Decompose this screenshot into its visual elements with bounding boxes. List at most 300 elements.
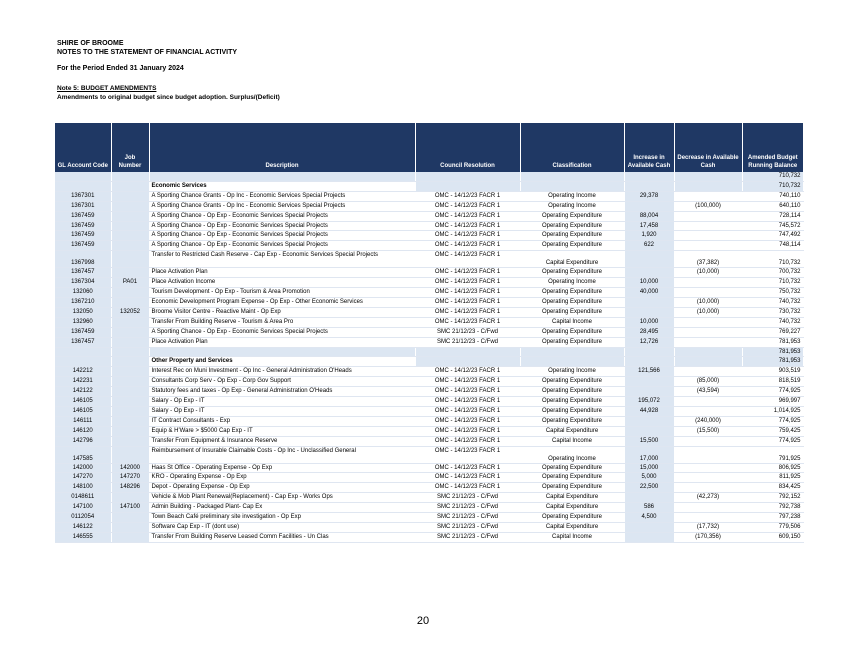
description-cell: A Sporting Chance - Op Exp - Economic Services Special Projects <box>149 211 415 221</box>
gl-code-cell: 1367459 <box>55 231 111 241</box>
decrease-cell <box>674 406 742 416</box>
decrease-cell: (170,356) <box>674 532 742 542</box>
balance-cell: 774,925 <box>742 416 803 426</box>
decrease-cell: (10,000) <box>674 297 742 307</box>
table-row <box>55 436 803 446</box>
table-row <box>55 503 803 513</box>
classification-cell <box>520 357 624 367</box>
table-header-row <box>55 123 803 172</box>
job-number-cell <box>111 288 149 298</box>
job-number-cell <box>111 221 149 231</box>
col-increase-cash: Increase in Available Cash <box>624 123 674 172</box>
gl-code-cell: 1367459 <box>55 327 111 337</box>
job-number-cell <box>111 436 149 446</box>
classification-cell <box>520 181 624 191</box>
description-cell: A Sporting Chance Grants - Op Inc - Economic Services Special Projects <box>149 201 415 211</box>
table-row <box>55 297 803 307</box>
classification-cell: Operating Income <box>520 446 624 463</box>
job-number-cell <box>111 317 149 327</box>
increase-cell <box>624 493 674 503</box>
gl-code-cell: 1367459 <box>55 241 111 251</box>
classification-cell: Capital Income <box>520 532 624 542</box>
gl-code-cell: 1367210 <box>55 297 111 307</box>
decrease-cell <box>674 513 742 523</box>
gl-code-cell: 142796 <box>55 436 111 446</box>
gl-code-cell <box>55 347 111 357</box>
budget-amendments-table <box>55 123 804 543</box>
gl-code-cell: 1367459 <box>55 221 111 231</box>
decrease-cell <box>674 436 742 446</box>
increase-cell: 586 <box>624 503 674 513</box>
resolution-cell: SMC 21/12/23 - C/Fwd <box>415 337 520 347</box>
balance-cell: 745,572 <box>742 221 803 231</box>
decrease-cell: (43,594) <box>674 387 742 397</box>
increase-cell <box>624 172 674 181</box>
decrease-cell: (17,732) <box>674 523 742 533</box>
decrease-cell <box>674 181 742 191</box>
resolution-cell: SMC 21/12/23 - C/Fwd <box>415 493 520 503</box>
description-cell: A Sporting Chance - Op Exp - Economic Services Special Projects <box>149 241 415 251</box>
decrease-cell <box>674 288 742 298</box>
resolution-cell: OMC - 14/12/23 FACR 1 <box>415 483 520 493</box>
report-period: For the Period Ended 31 January 2024 <box>57 65 184 72</box>
resolution-cell: OMC - 14/12/23 FACR 1 <box>415 446 520 463</box>
gl-code-cell: 132060 <box>55 288 111 298</box>
increase-cell: 1,920 <box>624 231 674 241</box>
increase-cell: 12,726 <box>624 337 674 347</box>
increase-cell: 88,004 <box>624 211 674 221</box>
gl-code-cell: 1367301 <box>55 191 111 201</box>
decrease-cell <box>674 483 742 493</box>
description-cell: Software Cap Exp - IT (dont use) <box>149 523 415 533</box>
description-cell: Other Property and Services <box>149 357 415 367</box>
increase-cell <box>624 377 674 387</box>
decrease-cell <box>674 278 742 288</box>
gl-code-cell: 146111 <box>55 416 111 426</box>
increase-cell: 15,000 <box>624 463 674 473</box>
balance-cell: 640,110 <box>742 201 803 211</box>
subtotal-row <box>55 347 803 357</box>
balance-cell: 774,925 <box>742 387 803 397</box>
balance-cell: 728,114 <box>742 211 803 221</box>
col-running-balance: Amended Budget Running Balance <box>742 123 803 172</box>
classification-cell: Operating Income <box>520 201 624 211</box>
classification-cell: Operating Expenditure <box>520 221 624 231</box>
decrease-cell <box>674 337 742 347</box>
gl-code-cell <box>55 357 111 367</box>
description-cell: A Sporting Chance Grants - Op Inc - Economic Services Special Projects <box>149 191 415 201</box>
classification-cell: Capital Expenditure <box>520 493 624 503</box>
table-row <box>55 251 803 268</box>
increase-cell: 17,000 <box>624 446 674 463</box>
decrease-cell: (10,000) <box>674 307 742 317</box>
table-row <box>55 473 803 483</box>
description-cell: A Sporting Chance - Op Exp - Economic Services Special Projects <box>149 231 415 241</box>
balance-cell: 834,425 <box>742 483 803 493</box>
classification-cell: Operating Expenditure <box>520 268 624 278</box>
description-cell: Salary - Op Exp - IT <box>149 397 415 407</box>
classification-cell: Operating Expenditure <box>520 483 624 493</box>
classification-cell: Operating Expenditure <box>520 337 624 347</box>
description-cell: Transfer to Restricted Cash Reserve - Cap Exp - Economic Services Special Projects <box>149 251 415 268</box>
decrease-cell: (10,000) <box>674 268 742 278</box>
resolution-cell: OMC - 14/12/23 FACR 1 <box>415 387 520 397</box>
classification-cell: Capital Income <box>520 317 624 327</box>
resolution-cell: SMC 21/12/23 - C/Fwd <box>415 513 520 523</box>
gl-code-cell: 1367457 <box>55 268 111 278</box>
decrease-cell <box>674 327 742 337</box>
description-cell: Transfer From Equipment & Insurance Reserve <box>149 436 415 446</box>
table-row <box>55 426 803 436</box>
decrease-cell <box>674 191 742 201</box>
table-row <box>55 317 803 327</box>
decrease-cell <box>674 463 742 473</box>
decrease-cell: (240,000) <box>674 416 742 426</box>
gl-code-cell: 148100 <box>55 483 111 493</box>
table-row <box>55 268 803 278</box>
org-name-text: SHIRE OF BROOME <box>57 40 124 47</box>
table-row <box>55 327 803 337</box>
gl-code-cell: 1367301 <box>55 201 111 211</box>
col-job-number: Job Number <box>111 123 149 172</box>
decrease-cell <box>674 241 742 251</box>
decrease-cell: (100,000) <box>674 201 742 211</box>
gl-code-cell: 142231 <box>55 377 111 387</box>
description-cell: Transfer From Building Reserve Leased Comm Facilities - Un Clas <box>149 532 415 542</box>
table-row <box>55 221 803 231</box>
table-row <box>55 231 803 241</box>
note-subheading: Amendments to original budget since budget adoption. Surplus/(Deficit) <box>57 94 280 101</box>
description-cell: Reimbursement of Insurable Claimable Costs - Op Inc - Unclassified General <box>149 446 415 463</box>
job-number-cell: 142000 <box>111 463 149 473</box>
gl-code-cell: 132050 <box>55 307 111 317</box>
job-number-cell <box>111 201 149 211</box>
resolution-cell <box>415 357 520 367</box>
job-number-cell <box>111 406 149 416</box>
classification-cell: Operating Expenditure <box>520 397 624 407</box>
resolution-cell: OMC - 14/12/23 FACR 1 <box>415 317 520 327</box>
description-cell: Haas St Office - Operating Expense - Op Exp <box>149 463 415 473</box>
classification-cell: Operating Expenditure <box>520 327 624 337</box>
section-row <box>55 181 803 191</box>
decrease-cell <box>674 317 742 327</box>
description-cell <box>149 347 415 357</box>
description-cell: Transfer From Building Reserve - Tourism & Area Pro <box>149 317 415 327</box>
job-number-cell <box>111 426 149 436</box>
col-council-resolution: Council Resolution <box>415 123 520 172</box>
gl-code-cell: 0112054 <box>55 513 111 523</box>
classification-cell: Operating Expenditure <box>520 288 624 298</box>
table-row <box>55 493 803 503</box>
gl-code-cell: 132960 <box>55 317 111 327</box>
gl-code-cell: 146105 <box>55 406 111 416</box>
table-row <box>55 288 803 298</box>
resolution-cell: OMC - 14/12/23 FACR 1 <box>415 426 520 436</box>
balance-cell: 792,152 <box>742 493 803 503</box>
increase-cell: 44,928 <box>624 406 674 416</box>
table-row <box>55 201 803 211</box>
increase-cell <box>624 181 674 191</box>
description-cell: Admin Building - Packaged Plant- Cap Ex <box>149 503 415 513</box>
balance-cell: 700,732 <box>742 268 803 278</box>
resolution-cell: SMC 21/12/23 - C/Fwd <box>415 327 520 337</box>
resolution-cell: SMC 21/12/23 - C/Fwd <box>415 532 520 542</box>
classification-cell: Operating Expenditure <box>520 377 624 387</box>
balance-cell: 748,114 <box>742 241 803 251</box>
decrease-cell <box>674 357 742 367</box>
increase-cell <box>624 297 674 307</box>
classification-cell: Operating Expenditure <box>520 297 624 307</box>
job-number-cell <box>111 327 149 337</box>
increase-cell <box>624 251 674 268</box>
increase-cell <box>624 523 674 533</box>
description-cell: Place Activation Plan <box>149 337 415 347</box>
classification-cell: Operating Expenditure <box>520 241 624 251</box>
resolution-cell <box>415 181 520 191</box>
table-row <box>55 387 803 397</box>
balance-cell: 806,925 <box>742 463 803 473</box>
resolution-cell: SMC 21/12/23 - C/Fwd <box>415 503 520 513</box>
balance-cell: 792,738 <box>742 503 803 513</box>
classification-cell: Operating Expenditure <box>520 387 624 397</box>
resolution-cell: OMC - 14/12/23 FACR 1 <box>415 241 520 251</box>
classification-cell: Capital Income <box>520 436 624 446</box>
job-number-cell <box>111 446 149 463</box>
table-row <box>55 446 803 463</box>
description-cell: Place Activation Income <box>149 278 415 288</box>
resolution-cell: OMC - 14/12/23 FACR 1 <box>415 416 520 426</box>
job-number-cell <box>111 347 149 357</box>
resolution-cell: OMC - 14/12/23 FACR 1 <box>415 268 520 278</box>
resolution-cell: OMC - 14/12/23 FACR 1 <box>415 377 520 387</box>
gl-code-cell: 146120 <box>55 426 111 436</box>
decrease-cell <box>674 211 742 221</box>
decrease-cell: (42,273) <box>674 493 742 503</box>
table-row <box>55 278 803 288</box>
table-row <box>55 307 803 317</box>
description-cell: Economic Services <box>149 181 415 191</box>
increase-cell: 5,000 <box>624 473 674 483</box>
job-number-cell <box>111 211 149 221</box>
classification-cell: Operating Expenditure <box>520 473 624 483</box>
balance-cell: 969,997 <box>742 397 803 407</box>
description-cell: Salary - Op Exp - IT <box>149 406 415 416</box>
increase-cell <box>624 532 674 542</box>
balance-cell: 710,732 <box>742 172 803 181</box>
description-cell: KRO - Operating Expense - Op Exp <box>149 473 415 483</box>
resolution-cell: OMC - 14/12/23 FACR 1 <box>415 288 520 298</box>
resolution-cell: OMC - 14/12/23 FACR 1 <box>415 463 520 473</box>
resolution-cell: OMC - 14/12/23 FACR 1 <box>415 211 520 221</box>
table-body <box>55 172 803 542</box>
job-number-cell: 132052 <box>111 307 149 317</box>
resolution-cell: OMC - 14/12/23 FACR 1 <box>415 251 520 268</box>
table-row <box>55 513 803 523</box>
description-cell: Tourism Development - Op Exp - Tourism & Area Promotion <box>149 288 415 298</box>
balance-cell: 781,953 <box>742 337 803 347</box>
description-cell: Place Activation Plan <box>149 268 415 278</box>
resolution-cell: OMC - 14/12/23 FACR 1 <box>415 367 520 377</box>
report-title: NOTES TO THE STATEMENT OF FINANCIAL ACTIVITY <box>57 49 238 56</box>
description-cell: Vehicle & Mob Plant Renewal(Replacement) - Cap Exp - Works Ops <box>149 493 415 503</box>
table-row <box>55 191 803 201</box>
table-row <box>55 532 803 542</box>
increase-cell: 40,000 <box>624 288 674 298</box>
description-cell: Statutory fees and taxes - Op Exp - General Administration O'Heads <box>149 387 415 397</box>
increase-cell <box>624 307 674 317</box>
increase-cell <box>624 357 674 367</box>
description-cell: A Sporting Chance - Op Exp - Economic Services Special Projects <box>149 327 415 337</box>
resolution-cell: OMC - 14/12/23 FACR 1 <box>415 473 520 483</box>
col-decrease-cash: Decrease in Available Cash <box>674 123 742 172</box>
increase-cell: 17,458 <box>624 221 674 231</box>
decrease-cell <box>674 503 742 513</box>
increase-cell: 195,072 <box>624 397 674 407</box>
gl-code-cell: 1367304 <box>55 278 111 288</box>
increase-cell: 4,500 <box>624 513 674 523</box>
decrease-cell: (37,382) <box>674 251 742 268</box>
note-heading: Note 5: BUDGET AMENDMENTS <box>57 85 157 92</box>
balance-cell: 779,506 <box>742 523 803 533</box>
resolution-cell: OMC - 14/12/23 FACR 1 <box>415 297 520 307</box>
job-number-cell: 148296 <box>111 483 149 493</box>
resolution-cell: OMC - 14/12/23 FACR 1 <box>415 201 520 211</box>
balance-cell: 811,925 <box>742 473 803 483</box>
job-number-cell <box>111 181 149 191</box>
gl-code-cell: 1367998 <box>55 251 111 268</box>
table-row <box>55 241 803 251</box>
resolution-cell: OMC - 14/12/23 FACR 1 <box>415 397 520 407</box>
decrease-cell <box>674 172 742 181</box>
increase-cell: 10,000 <box>624 278 674 288</box>
resolution-cell <box>415 172 520 181</box>
balance-cell: 903,519 <box>742 367 803 377</box>
org-name <box>57 39 237 57</box>
description-cell: IT Contract Consultants - Exp <box>149 416 415 426</box>
balance-cell: 791,925 <box>742 446 803 463</box>
job-number-cell: 147100 <box>111 503 149 513</box>
balance-cell: 710,732 <box>742 278 803 288</box>
balance-cell: 1,014,925 <box>742 406 803 416</box>
classification-cell: Operating Expenditure <box>520 231 624 241</box>
increase-cell: 28,495 <box>624 327 674 337</box>
gl-code-cell: 146555 <box>55 532 111 542</box>
description-cell: Consultants Corp Serv - Op Exp - Corp Gov Support <box>149 377 415 387</box>
gl-code-cell <box>55 181 111 191</box>
classification-cell: Operating Income <box>520 191 624 201</box>
gl-code-cell: 146105 <box>55 397 111 407</box>
classification-cell: Operating Income <box>520 278 624 288</box>
decrease-cell: (85,000) <box>674 377 742 387</box>
gl-code-cell: 146122 <box>55 523 111 533</box>
section-row <box>55 357 803 367</box>
resolution-cell: OMC - 14/12/23 FACR 1 <box>415 231 520 241</box>
balance-cell: 740,732 <box>742 317 803 327</box>
description-cell: Broome Visitor Centre - Reactive Maint - Op Exp <box>149 307 415 317</box>
description-cell: Economic Development Program Expense - Op Exp - Other Economic Services <box>149 297 415 307</box>
table-row <box>55 463 803 473</box>
resolution-cell: OMC - 14/12/23 FACR 1 <box>415 191 520 201</box>
gl-code-cell <box>55 172 111 181</box>
job-number-cell <box>111 172 149 181</box>
job-number-cell <box>111 416 149 426</box>
decrease-cell <box>674 473 742 483</box>
balance-cell: 740,732 <box>742 297 803 307</box>
gl-code-cell: 142000 <box>55 463 111 473</box>
classification-cell: Capital Expenditure <box>520 426 624 436</box>
table-row <box>55 416 803 426</box>
gl-code-cell: 142122 <box>55 387 111 397</box>
balance-cell: 747,492 <box>742 231 803 241</box>
job-number-cell <box>111 397 149 407</box>
table-row <box>55 367 803 377</box>
col-description: Description <box>149 123 415 172</box>
job-number-cell <box>111 191 149 201</box>
job-number-cell <box>111 241 149 251</box>
classification-cell: Capital Expenditure <box>520 251 624 268</box>
resolution-cell: OMC - 14/12/23 FACR 1 <box>415 307 520 317</box>
job-number-cell: PA01 <box>111 278 149 288</box>
increase-cell: 22,500 <box>624 483 674 493</box>
job-number-cell <box>111 493 149 503</box>
job-number-cell <box>111 231 149 241</box>
col-gl-account-code: GL Account Code <box>55 123 111 172</box>
job-number-cell <box>111 268 149 278</box>
description-cell: Depot - Operating Expense - Op Exp <box>149 483 415 493</box>
description-cell: Interest Rec on Muni Investment - Op Inc - General Administration O'Heads <box>149 367 415 377</box>
gl-code-cell: 0148611 <box>55 493 111 503</box>
increase-cell: 10,000 <box>624 317 674 327</box>
balance-cell: 769,227 <box>742 327 803 337</box>
decrease-cell <box>674 347 742 357</box>
job-number-cell: 147270 <box>111 473 149 483</box>
job-number-cell <box>111 513 149 523</box>
classification-cell: Capital Expenditure <box>520 503 624 513</box>
balance-cell: 710,732 <box>742 181 803 191</box>
classification-cell: Operating Expenditure <box>520 307 624 317</box>
col-classification: Classification <box>520 123 624 172</box>
description-cell: Town Beach Café preliminary site investigation - Op Exp <box>149 513 415 523</box>
table-row <box>55 337 803 347</box>
balance-cell: 759,425 <box>742 426 803 436</box>
resolution-cell: OMC - 14/12/23 FACR 1 <box>415 406 520 416</box>
job-number-cell <box>111 532 149 542</box>
classification-cell: Operating Expenditure <box>520 463 624 473</box>
increase-cell: 29,378 <box>624 191 674 201</box>
table-row <box>55 406 803 416</box>
job-number-cell <box>111 523 149 533</box>
decrease-cell <box>674 221 742 231</box>
resolution-cell: OMC - 14/12/23 FACR 1 <box>415 278 520 288</box>
table-row <box>55 377 803 387</box>
description-cell <box>149 172 415 181</box>
balance-cell: 710,732 <box>742 251 803 268</box>
decrease-cell <box>674 367 742 377</box>
decrease-cell <box>674 446 742 463</box>
resolution-cell: OMC - 14/12/23 FACR 1 <box>415 221 520 231</box>
classification-cell <box>520 347 624 357</box>
page-number: 20 <box>416 615 430 627</box>
decrease-cell <box>674 231 742 241</box>
balance-cell: 781,953 <box>742 357 803 367</box>
increase-cell <box>624 268 674 278</box>
table-row <box>55 523 803 533</box>
balance-cell: 797,238 <box>742 513 803 523</box>
job-number-cell <box>111 387 149 397</box>
classification-cell: Operating Expenditure <box>520 513 624 523</box>
resolution-cell: OMC - 14/12/23 FACR 1 <box>415 436 520 446</box>
balance-cell: 774,925 <box>742 436 803 446</box>
